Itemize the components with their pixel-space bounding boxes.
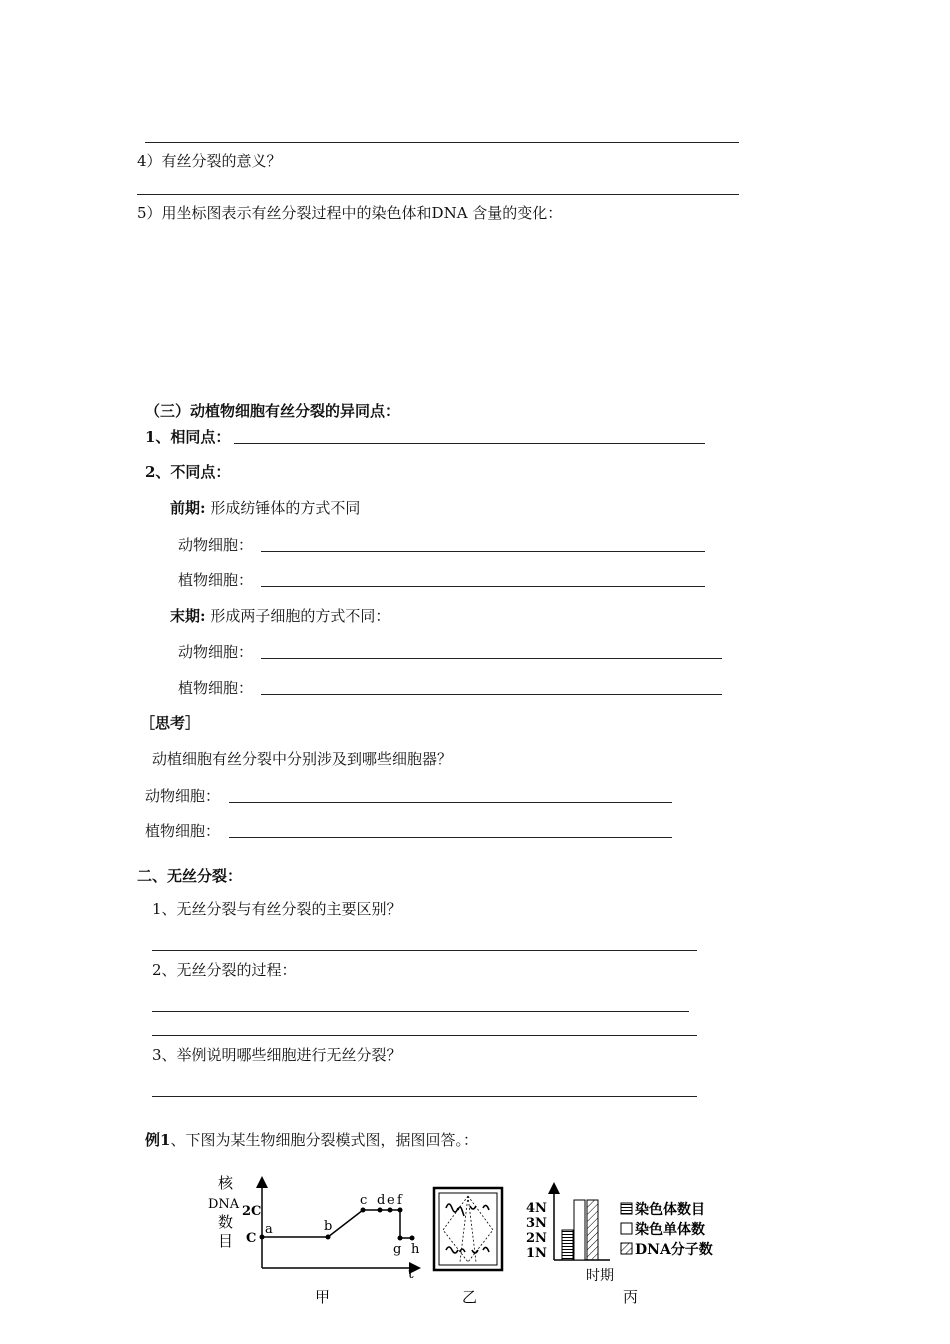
think-animal-blank[interactable] bbox=[229, 802, 672, 803]
telophase-text: 形成两子细胞的方式不同： bbox=[210, 607, 391, 625]
legend-chromosome: 染色体数目 bbox=[635, 1202, 705, 1218]
telophase-animal-label: 动物细胞： bbox=[178, 643, 254, 661]
think-label: ［思考］ bbox=[140, 714, 201, 732]
prophase-animal-label: 动物细胞： bbox=[178, 536, 254, 554]
amitosis-q3-blank[interactable] bbox=[152, 1096, 697, 1097]
jia-point bbox=[410, 1236, 415, 1241]
legend-chromatid: 染色单体数 bbox=[635, 1222, 705, 1238]
bing-tick-2n: 2N bbox=[526, 1231, 547, 1246]
answer-line[interactable] bbox=[137, 194, 739, 195]
amitosis-heading: 二、无丝分裂： bbox=[137, 867, 243, 885]
bing-tick-4n: 4N bbox=[526, 1201, 547, 1216]
think-plant-label: 植物细胞： bbox=[145, 822, 221, 840]
jia-point-b: b bbox=[324, 1219, 333, 1234]
jia-point bbox=[260, 1235, 265, 1240]
bing-x-label: 时期 bbox=[586, 1268, 614, 1284]
amitosis-q3: 3、举例说明哪些细胞进行无丝分裂？ bbox=[152, 1046, 402, 1064]
jia-x-label: t bbox=[408, 1266, 414, 1282]
jia-point bbox=[326, 1235, 331, 1240]
jia-point bbox=[398, 1236, 403, 1241]
telophase-plant-label: 植物细胞： bbox=[178, 679, 254, 697]
bing-caption: 丙 bbox=[623, 1288, 639, 1306]
yi-caption: 乙 bbox=[462, 1288, 478, 1306]
jia-point-d: d bbox=[377, 1193, 386, 1208]
question-5: 5）用坐标图表示有丝分裂过程中的染色体和DNA 含量的变化： bbox=[137, 204, 563, 222]
jia-ylabel-1: 核 bbox=[218, 1174, 234, 1192]
jia-ylabel-3: 数 bbox=[218, 1213, 234, 1231]
prophase-label: 前期: bbox=[170, 499, 206, 517]
chart-bing bbox=[526, 1188, 713, 1306]
telophase-animal-blank[interactable] bbox=[261, 658, 722, 659]
telophase-row bbox=[170, 607, 390, 625]
jia-point-f: f bbox=[397, 1193, 402, 1208]
jia-caption: 甲 bbox=[315, 1288, 331, 1306]
diff-points-label: 2、不同点： bbox=[145, 463, 231, 481]
amitosis-q1-blank[interactable] bbox=[152, 950, 697, 951]
chromosomes-bottom bbox=[446, 1247, 489, 1253]
jia-ylabel-2: DNA bbox=[208, 1197, 240, 1212]
legend-dna: DNA分子数 bbox=[635, 1242, 713, 1258]
example-row bbox=[145, 1131, 478, 1149]
prophase-text: 形成纺锤体的方式不同 bbox=[210, 499, 361, 517]
chromosomes-top bbox=[446, 1204, 489, 1216]
prophase-plant-label: 植物细胞： bbox=[178, 571, 254, 589]
answer-line[interactable] bbox=[145, 142, 739, 143]
amitosis-q2-blank-2[interactable] bbox=[152, 1035, 697, 1036]
jia-point bbox=[361, 1208, 366, 1213]
jia-point-a: a bbox=[265, 1222, 273, 1237]
jia-point-g: g bbox=[393, 1242, 402, 1257]
legend-swatch-chromosome bbox=[621, 1203, 632, 1214]
jia-ylabel-4: 目 bbox=[218, 1232, 234, 1250]
graph-jia bbox=[208, 1174, 420, 1306]
section-3-heading: （三）动植物细胞有丝分裂的异同点： bbox=[145, 402, 401, 420]
jia-tick-2c: 2C bbox=[242, 1204, 262, 1219]
jia-point bbox=[388, 1208, 393, 1213]
telophase-plant-blank[interactable] bbox=[261, 694, 722, 695]
jia-point-h: h bbox=[411, 1242, 420, 1257]
amitosis-q2: 2、无丝分裂的过程： bbox=[152, 961, 297, 979]
bing-bars bbox=[562, 1200, 598, 1260]
legend-swatch-dna bbox=[621, 1243, 632, 1254]
same-points-blank[interactable] bbox=[234, 443, 705, 444]
prophase-plant-blank[interactable] bbox=[261, 586, 705, 587]
jia-point-c: c bbox=[360, 1193, 368, 1208]
jia-dna-line bbox=[262, 1210, 412, 1238]
think-question: 动植细胞有丝分裂中分别涉及到哪些细胞器？ bbox=[152, 750, 453, 768]
amitosis-q1: 1、无丝分裂与有丝分裂的主要区别？ bbox=[152, 900, 402, 918]
bing-bar-chromosome bbox=[562, 1230, 573, 1260]
bing-bar-chromatid bbox=[574, 1200, 585, 1260]
jia-point bbox=[378, 1208, 383, 1213]
example-text: 、下图为某生物细胞分裂模式图，据图回答。： bbox=[170, 1131, 478, 1149]
think-plant-blank[interactable] bbox=[229, 837, 672, 838]
legend-swatch-chromatid bbox=[621, 1223, 632, 1234]
example-figure bbox=[200, 1170, 740, 1310]
bing-tick-1n: 1N bbox=[526, 1246, 547, 1261]
same-points-label: 1、相同点： bbox=[145, 428, 231, 446]
jia-point bbox=[398, 1208, 403, 1213]
cell-yi bbox=[434, 1188, 502, 1306]
amitosis-q2-blank-1[interactable] bbox=[152, 1011, 689, 1012]
think-animal-label: 动物细胞： bbox=[145, 787, 221, 805]
bing-tick-3n: 3N bbox=[526, 1216, 547, 1231]
telophase-label: 末期: bbox=[170, 607, 206, 625]
prophase-row bbox=[170, 499, 360, 517]
bing-bar-dna bbox=[587, 1200, 598, 1260]
jia-tick-c: C bbox=[246, 1231, 257, 1246]
jia-point-e: e bbox=[387, 1193, 395, 1208]
question-4: 4）有丝分裂的意义？ bbox=[137, 152, 282, 170]
example-label: 例1 bbox=[145, 1131, 171, 1149]
prophase-animal-blank[interactable] bbox=[261, 551, 705, 552]
